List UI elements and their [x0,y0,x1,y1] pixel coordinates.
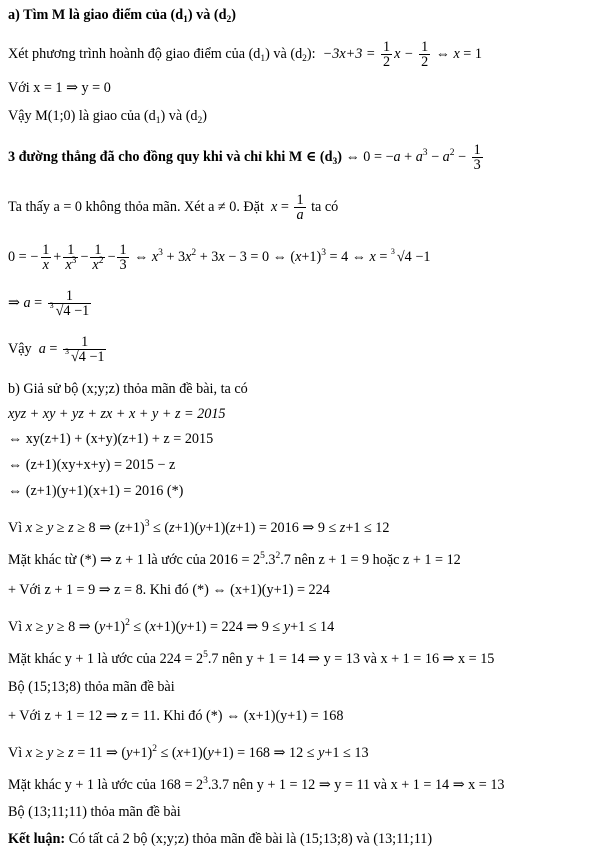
eq-b4: ⇔ (z+1)(y+1)(x+1) = 2016 (*) [8,483,184,499]
eq-b3: ⇔ (z+1)(xy+x+y) = 2015 − z [8,457,176,473]
case2-line: + Với z + 1 = 12 ⇒ z = 11. Khi đó (*) ⇔ (x+1)(y+1) = 168 [8,708,344,724]
ketluan-label: Kết luận: [8,831,66,847]
ketluan-line [8,830,432,848]
vi2-line: Vì x ≥ y ≥ 8 ⇒ $(y+1)^2 \le (x+1)(y+1) = 224$ ⇒ 9 ≤ y+1 ≤ 14 [8,618,335,635]
ketluan-text: Có tất cả 2 bộ (x;y;z) thỏa mãn đề bài là (15;13;8) và (13;11;11) [68,831,433,847]
mat1-line: Mặt khác từ (*) ⇒ z + 1 là ước của $2016 = 2^5.3^2.7$ nên z + 1 = 9 hoặc z + 1 = 12 [8,551,461,568]
mat2-line: Mặt khác y + 1 là ước của $224 = 2^5.7$ nên y + 1 = 14 ⇒ y = 13 và x + 1 = 16 ⇒ x = 15 [8,650,495,667]
part-b-intro: b) Giả sử bộ (x;y;z) thỏa mãn đề bài, ta có [8,381,248,397]
mat3-line: Mặt khác y + 1 là ước của $168 = 2^3.3.7$ nên y + 1 = 12 ⇒ y = 11 và x + 1 = 14 ⇒ x = 13 [8,776,505,793]
voi-line: Với x = 1 ⇒ y = 0 [8,80,111,96]
bo1-line: Bộ (15;13;8) thỏa mãn đề bài [8,679,175,695]
vi3-line: Vì x ≥ y ≥ z = 11 ⇒ $(y+1)^2 \le (x+1)(y+1) = 168$ ⇒ 12 ≤ y+1 ≤ 13 [8,744,369,761]
part-a-heading: a) Tìm M là giao điểm của $(d_1)$ và $(d_2)$ [8,7,236,25]
eq2-line: 0 = − $\frac{1}{x}$ + $\frac{1}{x^3}$ − $\frac{1}{x^2}$ − $\frac{1}{3}$ ⇔ $x^3 + 3x^2 + 3x - 3 = 0$ ⇔ $(x+1)^3 = 4$ ⇔ x = 3 √4 −1 [8,242,431,273]
xet-line: Xét phương trình hoành độ giao điểm của $(d_1)$ và $(d_2)$: −3x+3 = $\frac{1}{2}$ x − $\frac{1}{2}$ ⇔ x = 1 [8,39,482,70]
eq-b2: ⇔ xy(z+1) + (x+y)(z+1) + z = 2015 [8,431,214,447]
tathay-line: Ta thấy a = 0 không thỏa mãn. Xét a ≠ 0. Đặt x = $\frac{1}{a}$ ta có [8,192,339,223]
dongquy-line: 3 đường thẳng đã cho đồng quy khi và chỉ khi M ∈ $(d_3)$ ⇔ $0 = -a + a^3 - a^2$ − $\frac{1}{3}$ [8,142,481,173]
case1-line: + Với z + 1 = 9 ⇒ z = 8. Khi đó (*) ⇔ (x+1)(y+1) = 224 [8,582,330,598]
vay-a-line: Vậy a = 1 3 √4 −1 [8,334,105,365]
bo2-line: Bộ (13;11;11) thỏa mãn đề bài [8,804,181,820]
vi1-line: Vì x ≥ y ≥ z ≥ 8 ⇒ $(z+1)^3 \le (z+1)(y+1)(z+1) = 2016$ ⇒ 9 ≤ z+1 ≤ 12 [8,519,390,536]
eq3-line: ⇒ a = 1 3 √4 −1 [8,288,90,319]
vay-m-line: Vậy M(1;0) là giao của $(d_1)$ và $(d_2)$ [8,108,208,126]
eq-b1: xyz + xy + yz + zx + x + y + z = 2015 [8,406,226,422]
